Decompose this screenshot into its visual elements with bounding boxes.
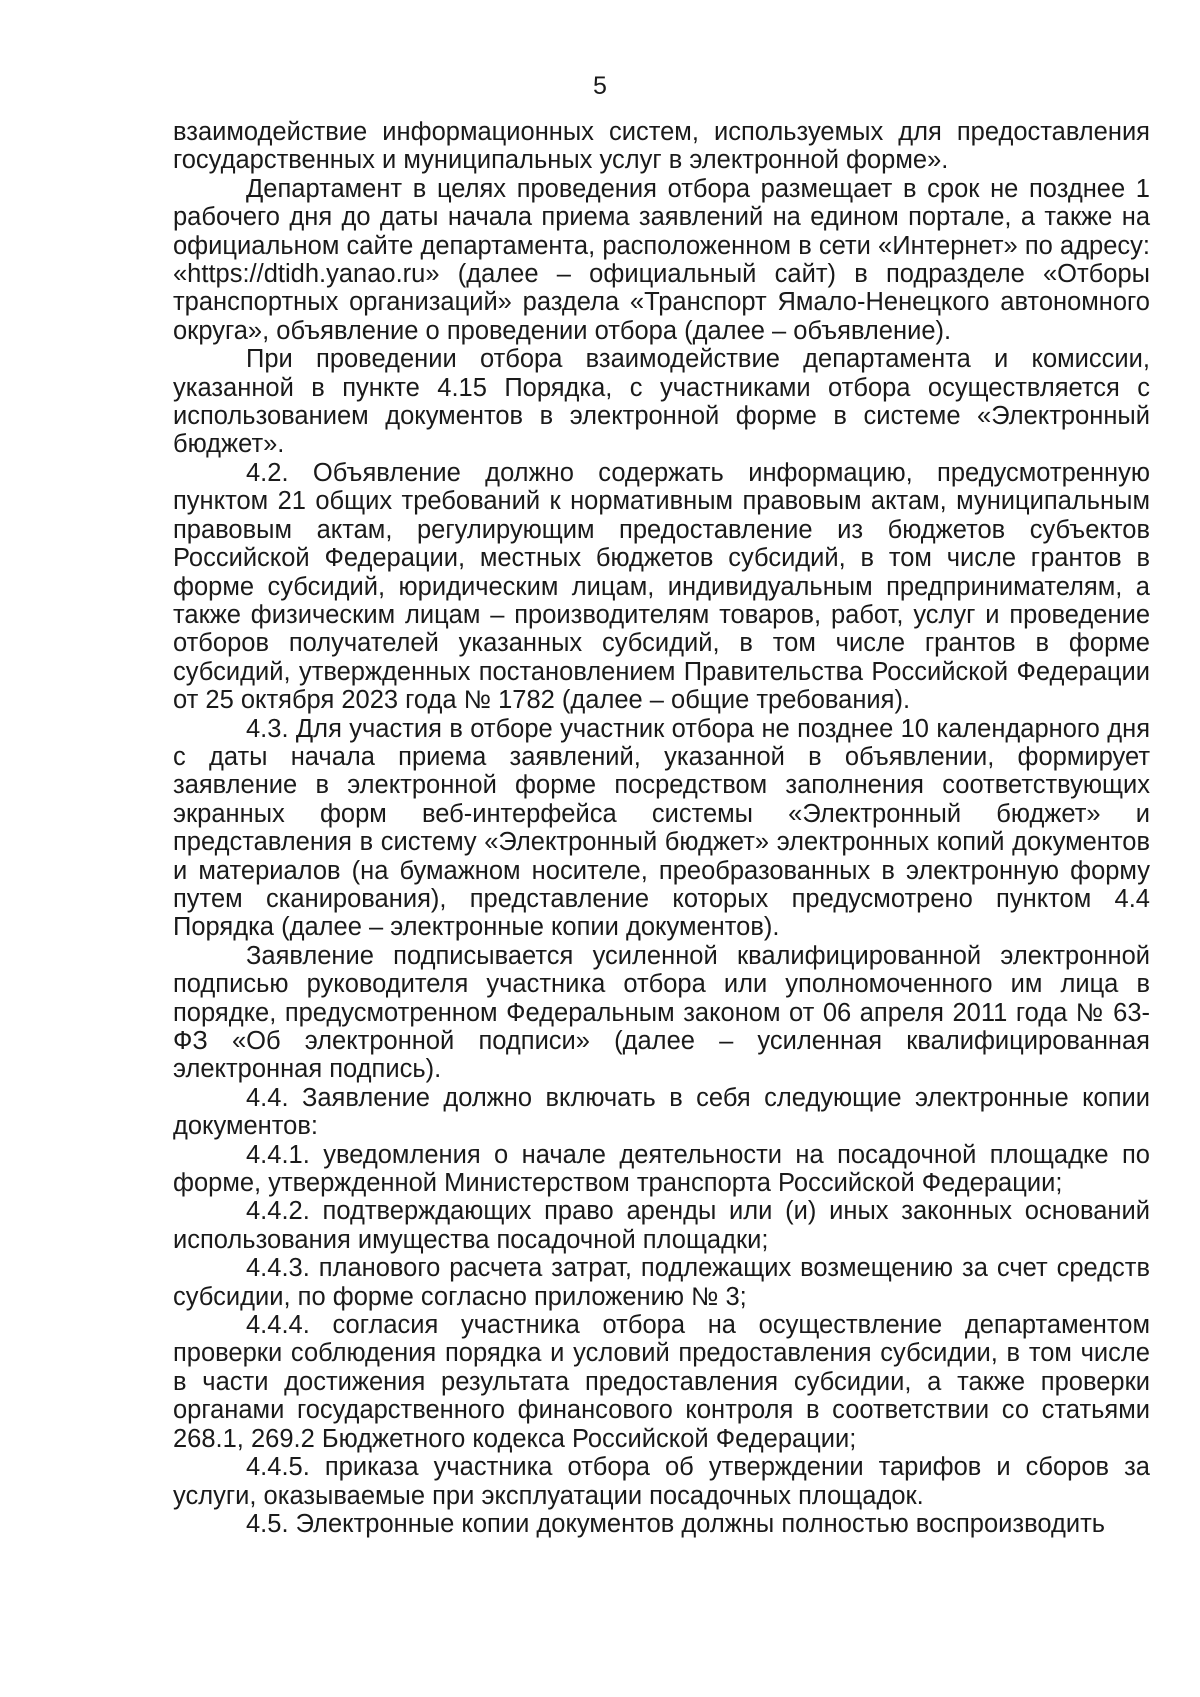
paragraph-4-3: 4.3. Для участия в отборе участник отбора не позднее 10 календарного дня с даты начала приема заявлений, указанной в объявлении, формирует заявление в электронной форме посредством заполнения соответствующих экранных форм веб-интерфейса системы «Электронный бюджет» и представления в систему «Электронный бюджет» электронных копий документов и материалов (на бумажном носителе, преобразованных в электронную форму путем сканирования), представление которых предусмотрено пунктом 4.4 Порядка (далее – электронные копии документов). [173, 714, 1150, 942]
paragraph-4-4-3: 4.4.3. планового расчета затрат, подлежащих возмещению за счет средств субсидии, по форме согласно приложению № 3; [173, 1254, 1150, 1311]
document-body [173, 118, 1150, 1538]
paragraph-4-4-2: 4.4.2. подтверждающих право аренды или (и) иных законных оснований использования имущества посадочной площадки; [173, 1197, 1150, 1254]
paragraph-publication: Департамент в целях проведения отбора размещает в срок не позднее 1 рабочего дня до даты начала приема заявлений на едином портале, а также на официальном сайте департамента, расположенном в сети «Интернет» по адресу: «https://dtidh.yanao.ru» (далее – официальный сайт) в подразделе «Отборы транспортных организаций» раздела «Транспорт Ямало-Ненецкого автономного округа», объявление о проведении отбора (далее – объявление). [173, 174, 1150, 345]
paragraph-4-4-1: 4.4.1. уведомления о начале деятельности на посадочной площадке по форме, утвержденной Министерством транспорта Российской Федерации; [173, 1140, 1150, 1198]
paragraph-4-5: 4.5. Электронные копии документов должны полностью воспроизводить [246, 1509, 1106, 1538]
paragraph-4-4-5: 4.4.5. приказа участника отбора об утверждении тарифов и сборов за услуги, оказываемые при эксплуатации посадочных площадок. [173, 1453, 1150, 1510]
paragraph-signature: Заявление подписывается усиленной квалифицированной электронной подписью руководителя участника отбора или уполномоченного им лица в порядке, предусмотренном Федеральным законом от 06 апреля 2011 года № 63-ФЗ «Об электронной подписи» (далее – усиленная квалифицированная электронная подпись). [173, 941, 1150, 1084]
paragraph-interaction: При проведении отбора взаимодействие департамента и комиссии, указанной в пункте 4.15 Порядка, с участниками отбора осуществляется с использованием документов в электронной форме в системе «Электронный бюджет». [173, 345, 1150, 459]
paragraph-continuation: взаимодействие информационных систем, используемых для предоставления государственных и муниципальных услуг в электронной форме». [173, 118, 1150, 175]
paragraph-4-4-4: 4.4.4. согласия участника отбора на осуществление департаментом проверки соблюдения порядка и условий предоставления субсидии, в том числе в части достижения результата предоставления субсидии, а также проверки органами государственного финансового контроля в соответствии со статьями 268.1, 269.2 Бюджетного кодекса Российской Федерации; [173, 1311, 1150, 1453]
paragraph-4-4: 4.4. Заявление должно включать в себя следующие электронные копии документов: [173, 1083, 1150, 1141]
page-number: 5 [593, 72, 607, 100]
paragraph-4-2: 4.2. Объявление должно содержать информацию, предусмотренную пунктом 21 общих требований к нормативным правовым актам, муниципальным правовым актам, регулирующим предоставление из бюджетов субъектов Российской Федерации, местных бюджетов субсидий, в том числе грантов в форме субсидий, юридическим лицам, индивидуальным предпринимателям, а также физическим лицам – производителям товаров, работ, услуг и проведение отборов получателей указанных субсидий, в том числе грантов в форме субсидий, утвержденных постановлением Правительства Российской Федерации от 25 октября 2023 года № 1782 (далее – общие требования). [173, 458, 1150, 715]
